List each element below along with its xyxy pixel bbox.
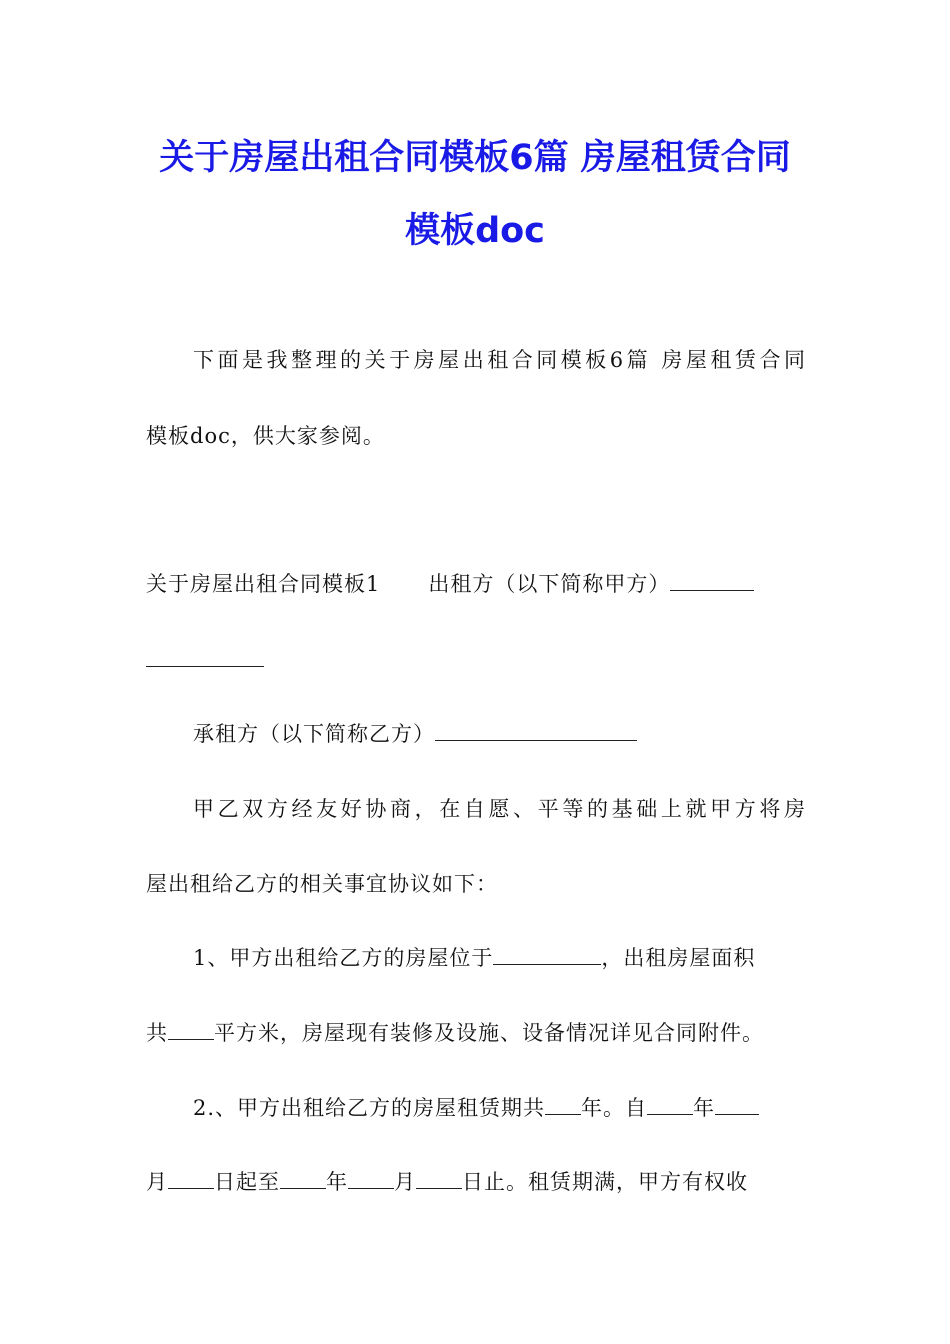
lessor-blank-continued	[146, 648, 264, 667]
clause1-text-a: 1、甲方出租给乙方的房屋位于	[193, 946, 494, 970]
start-day-blank	[168, 1170, 214, 1189]
clause2-text-e: 日起至	[214, 1170, 280, 1194]
clause1-line-2	[146, 1018, 806, 1048]
start-year-blank	[647, 1096, 693, 1115]
end-year-blank	[280, 1170, 326, 1189]
area-blank	[168, 1021, 214, 1040]
lessee-label: 承租方（以下简称乙方）	[193, 722, 435, 746]
clause2-line-2	[146, 1167, 806, 1197]
lessee-blank	[435, 722, 637, 741]
end-month-blank	[348, 1170, 394, 1189]
clause2-text-h: 日止。租赁期满，甲方有权收	[462, 1170, 748, 1194]
start-month-blank	[715, 1096, 759, 1115]
clause2-line-1	[193, 1093, 806, 1123]
lessee-line	[193, 719, 806, 749]
contract-heading: 关于房屋出租合同模板1	[146, 572, 381, 596]
clause2-text-c: 年	[693, 1096, 716, 1120]
clause2-text-d: 月	[146, 1170, 168, 1194]
location-blank	[493, 946, 601, 965]
preamble-line-1: 甲乙双方经友好协商，在自愿、平等的基础上就甲方将房	[193, 797, 806, 821]
clause1-text-b: ，出租房屋面积	[601, 946, 756, 970]
intro-line-1: 下面是我整理的关于房屋出租合同模板6篇 房屋租赁合同	[193, 348, 806, 372]
clause2-text-b: 年。自	[581, 1096, 648, 1120]
clause2-text-g: 月	[394, 1170, 416, 1194]
lessor-blank	[670, 572, 754, 591]
preamble-line-2: 屋出租给乙方的相关事宜协议如下：	[146, 872, 498, 896]
document-title-line-1: 关于房屋出租合同模板6篇 房屋租赁合同	[159, 138, 791, 178]
end-day-blank	[416, 1170, 462, 1189]
clause1-text-c: 共	[146, 1021, 168, 1045]
intro-line-2: 模板doc，供大家参阅。	[146, 424, 385, 448]
clause2-text-a: 2.、甲方出租给乙方的房屋租赁期共	[193, 1096, 546, 1120]
clause1-text-d: 平方米，房屋现有装修及设施、设备情况详见合同附件。	[214, 1021, 764, 1045]
term-years-blank	[545, 1096, 581, 1115]
document-title-line-2: 模板doc	[405, 211, 545, 251]
clause1-line-1	[193, 943, 806, 973]
lessor-blank-continued-line	[146, 645, 806, 675]
clause2-text-f: 年	[326, 1170, 348, 1194]
contract-heading-line	[146, 569, 806, 599]
lessor-label: 出租方（以下简称甲方）	[428, 572, 671, 596]
